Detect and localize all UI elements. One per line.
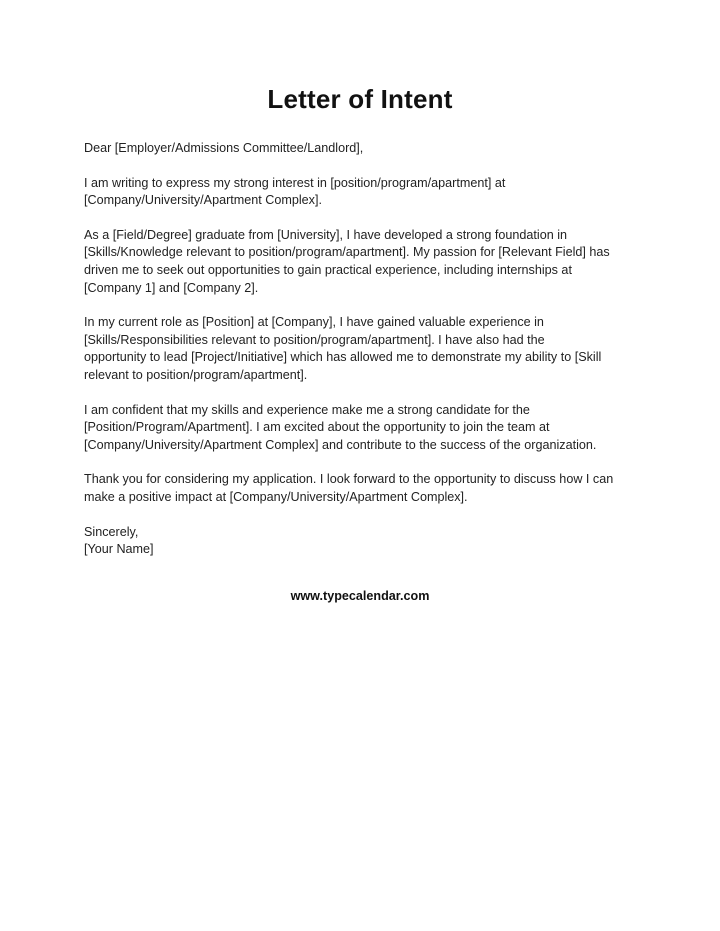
sign-off	[84, 524, 644, 559]
letter-body	[84, 140, 644, 559]
paragraph-interest	[84, 175, 644, 210]
paragraph-line: [Position/Program/Apartment]. I am excited about the opportunity to join the team at	[84, 420, 550, 435]
paragraph-line: opportunity to lead [Project/Initiative] which has allowed me to demonstrate my ability to [Skill	[84, 350, 602, 365]
paragraph-line: I am writing to express my strong interest in [position/program/apartment] at	[84, 175, 506, 190]
greeting-line: Dear [Employer/Admissions Committee/Landlord],	[84, 141, 364, 155]
paragraph-line: [Company/University/Apartment Complex] and contribute to the success of the organization.	[84, 437, 597, 452]
paragraph-line: [Company/University/Apartment Complex].	[84, 193, 322, 208]
paragraph-line: [Skills/Responsibilities relevant to position/program/apartment]. I have also had the	[84, 332, 545, 347]
document-title: Letter of Intent	[267, 84, 453, 114]
paragraph-education	[84, 227, 644, 297]
paragraph-line: [Company 1] and [Company 2].	[84, 280, 259, 295]
paragraph-line: [Skills/Knowledge relevant to position/program/apartment]. My passion for [Relevant Field] has	[84, 245, 610, 260]
paragraph-line: relevant to position/program/apartment].	[84, 367, 308, 382]
paragraph-thanks	[84, 471, 644, 506]
paragraph-confidence	[84, 402, 644, 455]
paragraph-line: make a positive impact at [Company/University/Apartment Complex].	[84, 489, 468, 504]
paragraph-experience	[84, 314, 644, 384]
paragraph-line: As a [Field/Degree] graduate from [University], I have developed a strong foundation in	[84, 227, 568, 242]
greeting	[84, 140, 644, 158]
paragraph-line: Thank you for considering my application. I look forward to the opportunity to discuss how I can	[84, 472, 614, 487]
footer-website: www.typecalendar.com	[290, 589, 430, 603]
paragraph-line: I am confident that my skills and experience make me a strong candidate for the	[84, 402, 530, 417]
signature-line: [Your Name]	[84, 542, 154, 557]
paragraph-line: driven me to seek out opportunities to gain practical experience, including internships at	[84, 262, 572, 277]
paragraph-line: In my current role as [Position] at [Company], I have gained valuable experience in	[84, 315, 544, 330]
closing-line: Sincerely,	[84, 524, 139, 539]
